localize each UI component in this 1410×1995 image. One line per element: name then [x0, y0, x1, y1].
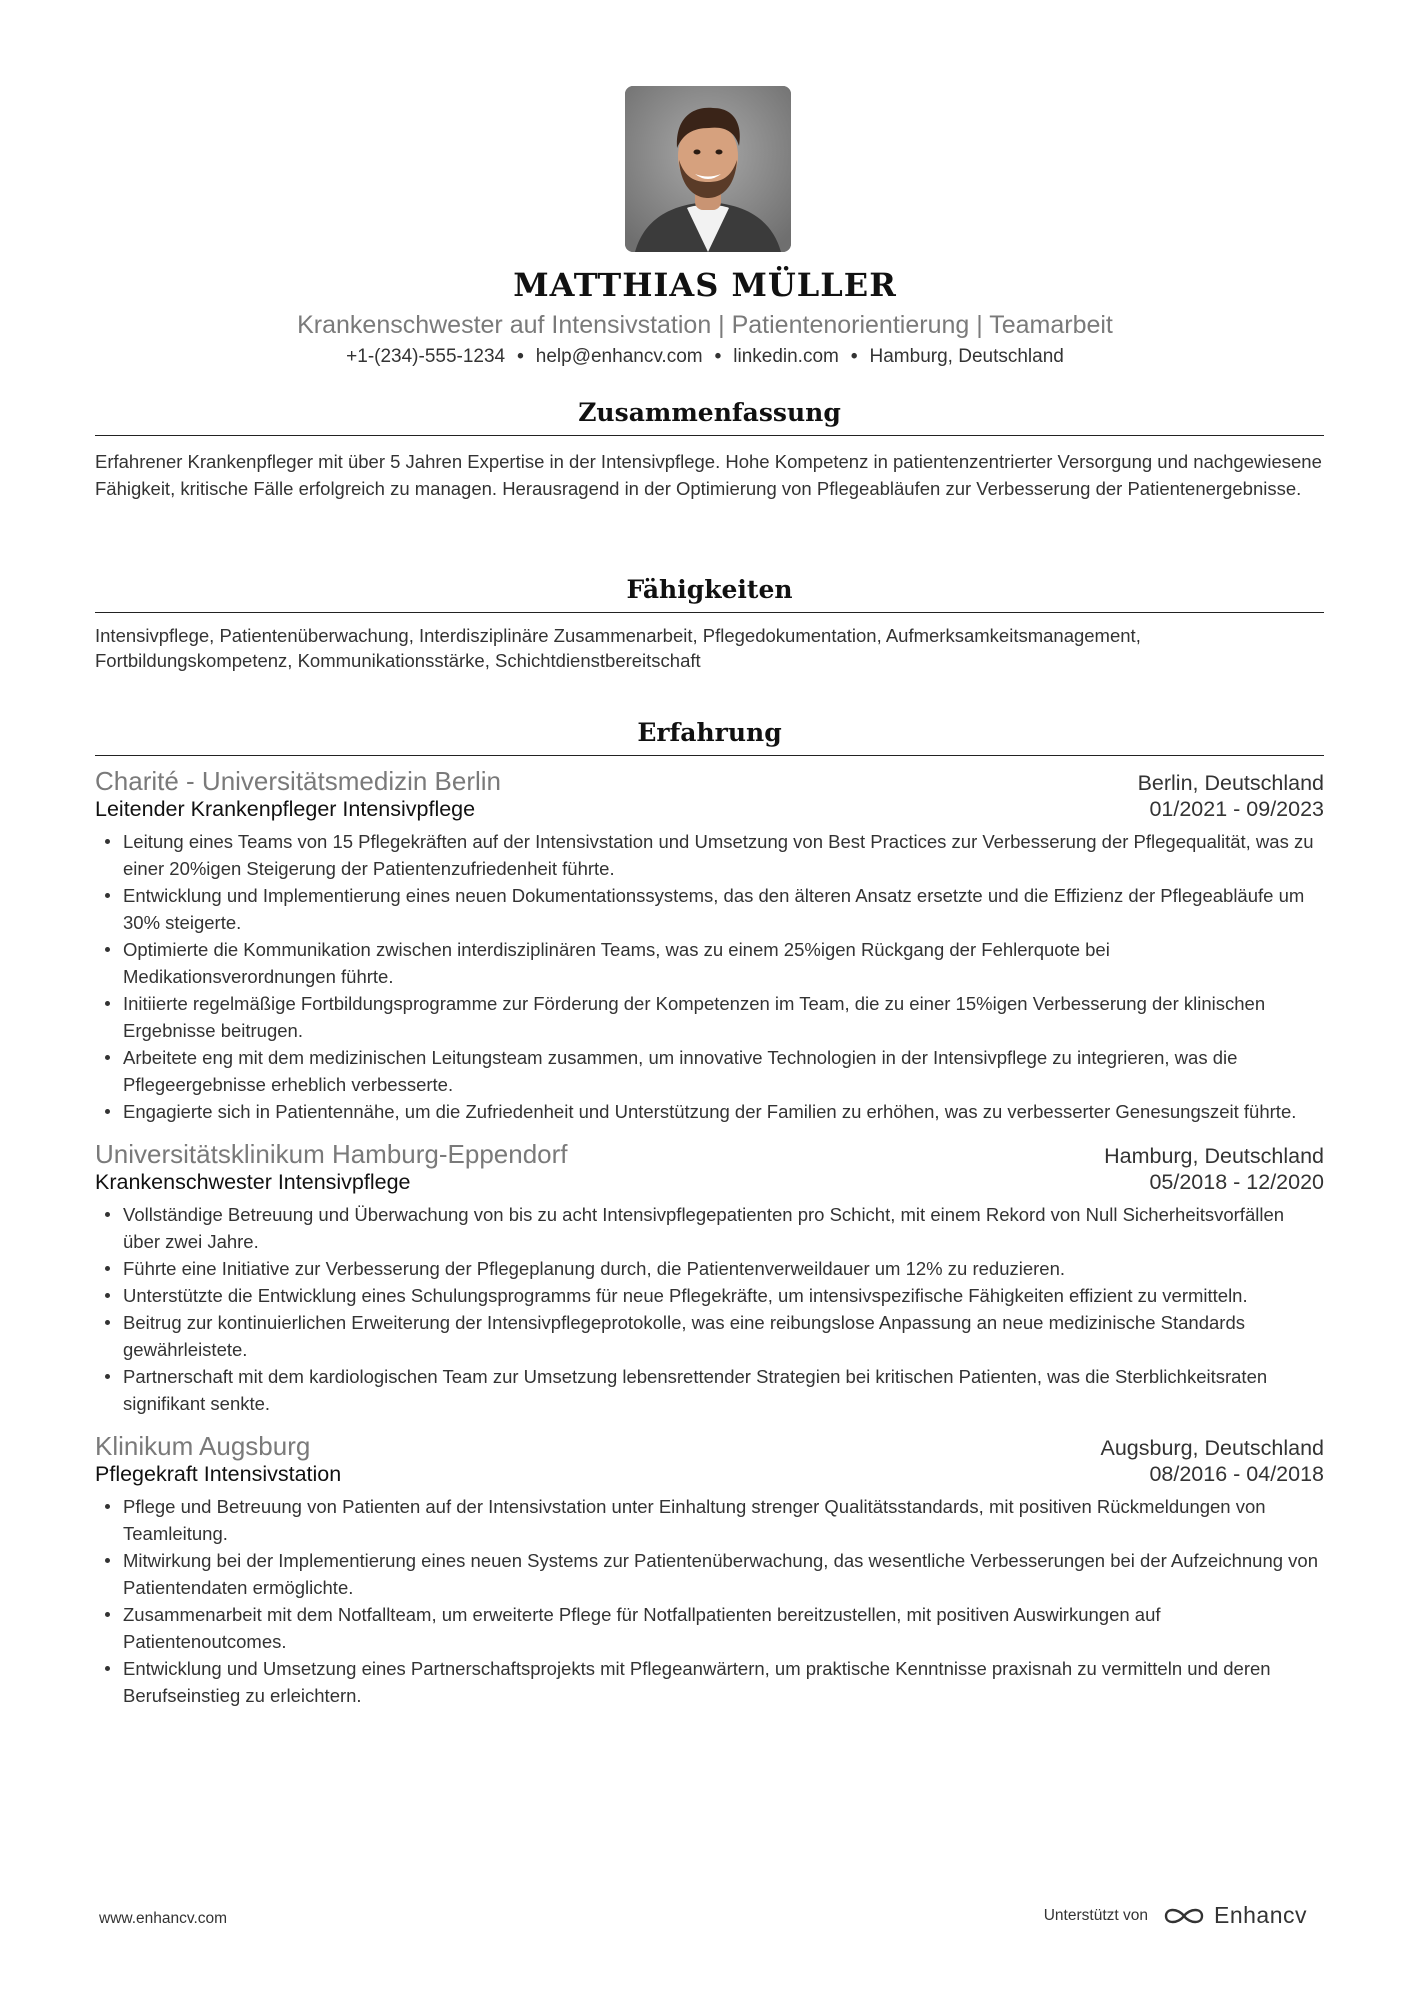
job-bullets: [95, 828, 1324, 1125]
job-role: Leitender Krankenpfleger Intensivpflege: [95, 797, 476, 821]
enhancv-logo-icon: [1160, 1903, 1208, 1929]
job-location: Berlin, Deutschland: [1137, 771, 1324, 795]
skills-title: Fähigkeiten: [95, 575, 1324, 613]
job-entry: [95, 1139, 1324, 1417]
summary-title: Zusammenfassung: [95, 398, 1324, 436]
summary-text: Erfahrener Krankenpfleger mit über 5 Jahren Expertise in der Intensivpflege. Hohe Kompetenz in patientenzentrierter Versorgung und nachgewiesene Fähigkeit, kritische Fälle erfolgreich zu managen. Herausragend in der Optimierung von Pflegeabläufen zur Verbesserung der Patientenergebnisse.: [95, 451, 1322, 499]
company-name: Charité - Universitätsmedizin Berlin: [95, 766, 502, 796]
bullet-item: Beitrug zur kontinuierlichen Erweiterung der Intensivpflegeprotokolle, was eine reibungslose Anpassung an neue medizinische Standards gewährleistete.: [95, 1309, 1324, 1363]
linkedin[interactable]: linkedin.com: [733, 346, 839, 367]
job-dates: 01/2021 - 09/2023: [1149, 797, 1324, 821]
bullet-item: Entwicklung und Implementierung eines neuen Dokumentationssystems, das den älteren Ansatz ersetzte und die Effizienz der Pflegeabläufe um 30% steigerte.: [95, 882, 1324, 936]
person-portrait-icon: [625, 86, 791, 252]
job-dates: 08/2016 - 04/2018: [1149, 1462, 1324, 1486]
powered-by-label: Unterstützt von: [1043, 1906, 1148, 1924]
separator-dot: •: [850, 346, 858, 367]
job-bullets: [95, 1201, 1324, 1417]
bullet-item: Vollständige Betreuung und Überwachung von bis zu acht Intensivpflegepatienten pro Schicht, mit einem Rekord von Null Sicherheitsvorfällen über zwei Jahre.: [95, 1201, 1324, 1255]
skills-text: Intensivpflege, Patientenüberwachung, Interdisziplinäre Zusammenarbeit, Pflegedokumentation, Aufmerksamkeitsmanagement, Fortbildungskompetenz, Kommunikationsstärke, Schichtdienstbereitschaft: [95, 625, 1141, 671]
footer-branding: [1044, 1902, 1307, 1929]
bullet-item: Arbeitete eng mit dem medizinischen Leitungsteam zusammen, um innovative Technologien in der Intensivpflege zu integrieren, was die Pflegeergebnisse erheblich verbesserte.: [95, 1044, 1324, 1098]
company-name: Klinikum Augsburg: [95, 1431, 311, 1461]
job-bullets: [95, 1493, 1324, 1709]
job-entry: [95, 1431, 1324, 1709]
location: Hamburg, Deutschland: [869, 346, 1064, 367]
summary-section: [95, 398, 1324, 502]
bullet-item: Initiierte regelmäßige Fortbildungsprogramme zur Förderung der Kompetenzen im Team, die zu einer 15%igen Verbesserung der klinischen Ergebnisse beitrugen.: [95, 990, 1324, 1044]
contact-bar: [0, 346, 1410, 368]
bullet-item: Unterstützte die Entwicklung eines Schulungsprogramms für neue Pflegekräfte, um intensivspezifische Fähigkeiten effizient zu vermitteln.: [95, 1282, 1324, 1309]
bullet-item: Pflege und Betreuung von Patienten auf der Intensivstation unter Einhaltung strenger Qualitätsstandards, mit positiven Rückmeldungen von Teamleitung.: [95, 1493, 1324, 1547]
bullet-item: Führte eine Initiative zur Verbesserung der Pflegeplanung durch, die Patientenverweildauer um 12% zu reduzieren.: [95, 1255, 1324, 1282]
skills-section: [95, 575, 1324, 673]
experience-section: [95, 718, 1324, 1709]
headline: Krankenschwester auf Intensivstation | Patientenorientierung | Teamarbeit: [297, 311, 1113, 339]
job-location: Hamburg, Deutschland: [1104, 1144, 1324, 1168]
separator-dot: •: [517, 346, 524, 367]
job-entry: [95, 766, 1324, 1125]
bullet-item: Partnerschaft mit dem kardiologischen Team zur Umsetzung lebensrettender Strategien bei kritischen Patienten, was die Sterblichkeitsraten signifikant senkte.: [95, 1363, 1324, 1417]
company-name: Universitätsklinikum Hamburg-Eppendorf: [95, 1139, 568, 1169]
profile-photo: [625, 86, 791, 252]
bullet-item: Mitwirkung bei der Implementierung eines neuen Systems zur Patientenüberwachung, das wesentliche Verbesserungen bei der Aufzeichnung von Patientendaten ermöglichte.: [95, 1547, 1324, 1601]
job-role: Krankenschwester Intensivpflege: [95, 1170, 411, 1194]
bullet-item: Entwicklung und Umsetzung eines Partnerschaftsprojekts mit Pflegeanwärtern, um praktische Kenntnisse praxisnah zu vermitteln und deren Berufseinstieg zu erleichtern.: [95, 1655, 1324, 1709]
email[interactable]: help@enhancv.com: [535, 346, 703, 367]
experience-title: Erfahrung: [95, 718, 1324, 756]
phone[interactable]: +1-(234)-555-1234: [346, 346, 506, 367]
brand-logo[interactable]: [1160, 1902, 1307, 1929]
bullet-item: Zusammenarbeit mit dem Notfallteam, um erweiterte Pflege für Notfallpatienten bereitzustellen, mit positiven Auswirkungen auf Patientenoutcomes.: [95, 1601, 1324, 1655]
brand-name: Enhancv: [1213, 1902, 1307, 1928]
bullet-item: Leitung eines Teams von 15 Pflegekräften auf der Intensivstation und Umsetzung von Best Practices zur Verbesserung der Pflegequalität, was zu einer 20%igen Steigerung der Patientenzufriedenheit führte.: [95, 828, 1324, 882]
footer-website[interactable]: www.enhancv.com: [99, 1910, 228, 1927]
job-dates: 05/2018 - 12/2020: [1149, 1170, 1324, 1194]
bullet-item: Engagierte sich in Patientennähe, um die Zufriedenheit und Unterstützung der Familien zu erhöhen, was zu verbesserter Genesungszeit führte.: [95, 1098, 1324, 1125]
separator-dot: •: [714, 346, 722, 367]
job-location: Augsburg, Deutschland: [1100, 1436, 1324, 1460]
bullet-item: Optimierte die Kommunikation zwischen interdisziplinären Teams, was zu einem 25%igen Rückgang der Fehlerquote bei Medikationsverordnungen führte.: [95, 936, 1324, 990]
job-role: Pflegekraft Intensivstation: [95, 1462, 342, 1486]
candidate-name: MATTHIAS MÜLLER: [513, 266, 897, 304]
